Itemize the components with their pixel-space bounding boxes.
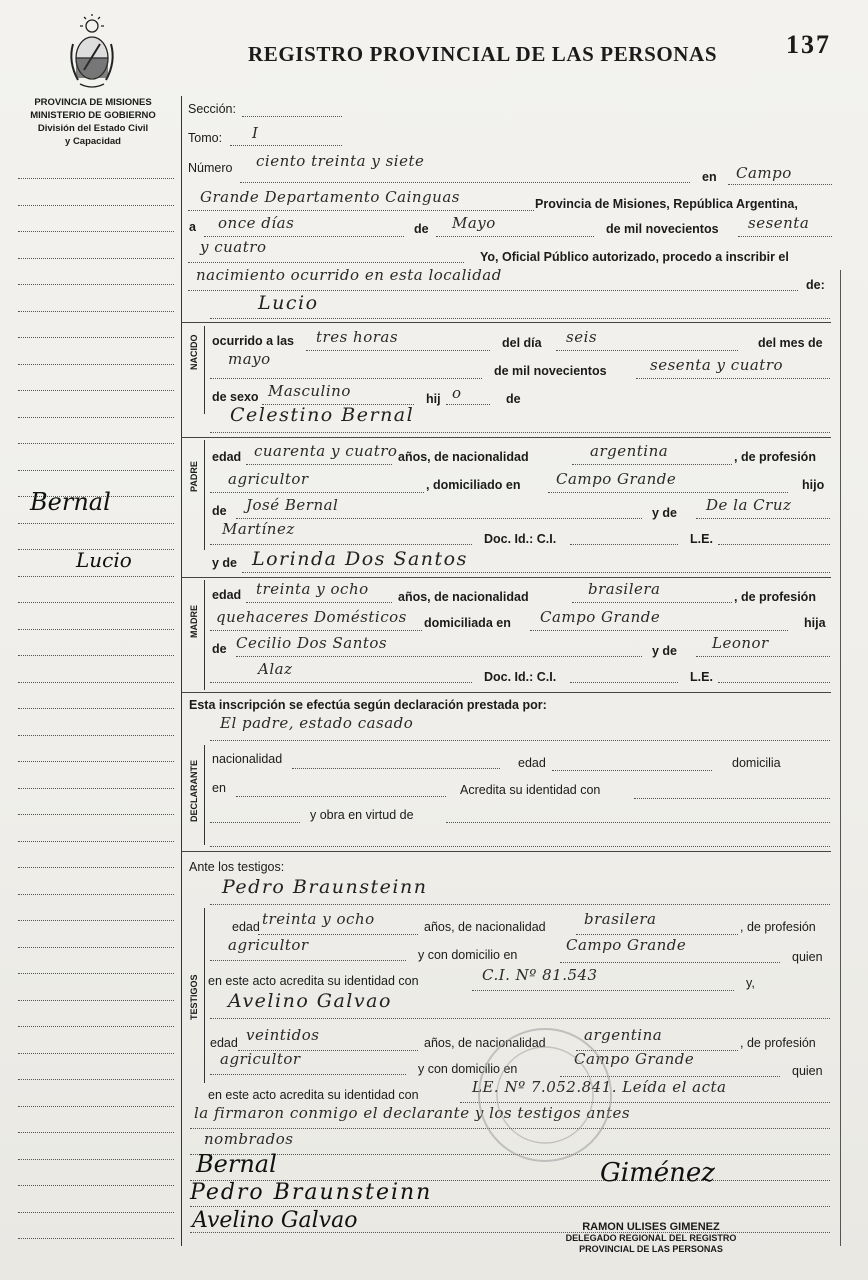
section-label-padre: PADRE <box>189 461 199 492</box>
value-tomo: I <box>252 124 259 142</box>
value-mes-nac: mayo <box>228 350 271 368</box>
field-line <box>446 404 490 405</box>
value-padre-y-de: De la Cruz <box>706 496 792 514</box>
separator <box>181 577 831 578</box>
value-t1-dom: Campo Grande <box>566 936 687 954</box>
field-line <box>696 656 830 657</box>
value-madre-dom: Campo Grande <box>540 608 661 626</box>
value-madre-hija-de: Cecilio Dos Santos <box>236 634 388 652</box>
margin-line <box>18 788 174 789</box>
label-domicilia: domicilia <box>732 756 781 770</box>
field-line <box>572 464 732 465</box>
value-madre-prof: quehaceres Domésticos <box>216 608 407 626</box>
label-de-mil-2: de mil novecientos <box>494 364 607 378</box>
value-madre-y-de2: Alaz <box>258 660 293 678</box>
label-nacionalidad: nacionalidad <box>212 752 283 766</box>
field-line <box>210 1018 830 1019</box>
field-line <box>210 544 472 545</box>
value-hij: o <box>452 384 462 402</box>
margin-line <box>18 814 174 815</box>
division-name: División del Estado Civil <box>37 123 149 134</box>
label-t2-con-dom: y con domicilio en <box>418 1062 518 1076</box>
value-padre-edad: cuarenta y cuatro <box>254 442 398 460</box>
field-line <box>236 656 642 657</box>
label-t1-prof: , de profesión <box>740 920 816 934</box>
field-line <box>210 682 472 683</box>
margin-line <box>18 1185 174 1186</box>
form-right-border <box>840 270 841 1246</box>
field-line <box>636 378 830 379</box>
field-line <box>306 350 490 351</box>
value-dia: once días <box>218 214 295 232</box>
field-line <box>634 798 830 799</box>
margin-line <box>18 841 174 842</box>
value-anio-nac: sesenta y cuatro <box>650 356 784 374</box>
field-line <box>210 740 830 741</box>
label-ante: Ante los testigos: <box>189 860 285 874</box>
margin-note-surname: Bernal <box>30 488 111 516</box>
margin-line <box>18 284 174 285</box>
margin-line <box>18 682 174 683</box>
margin-line <box>18 390 174 391</box>
field-line <box>210 1074 406 1075</box>
margin-line <box>18 1212 174 1213</box>
label-y-de: y de <box>652 506 678 520</box>
field-line <box>210 432 830 433</box>
label-t2-prof: , de profesión <box>740 1036 816 1050</box>
label-t2-edad: edad <box>210 1036 238 1050</box>
field-line <box>210 318 830 319</box>
margin-line <box>18 205 174 206</box>
value-t2-edad: veintidos <box>246 1026 320 1044</box>
padre-bracket <box>204 440 205 550</box>
label-acredita: Acredita su identidad con <box>460 783 601 797</box>
label-tomo: Tomo: <box>188 131 223 145</box>
label-madre-nac: años, de nacionalidad <box>398 590 529 604</box>
margin-line <box>18 947 174 948</box>
value-anio2: y cuatro <box>200 238 267 256</box>
signature-testigo-1: Pedro Braunsteinn <box>190 1180 433 1205</box>
value-lugar: Grande Departamento Cainguas <box>200 188 460 206</box>
label-inscripcion: Esta inscripción se efectúa según declaración prestada por: <box>189 698 547 712</box>
field-line <box>246 602 392 603</box>
label-domiciliado: , domiciliado en <box>426 478 521 492</box>
label-quien: quien <box>792 950 823 964</box>
margin-line <box>18 470 174 471</box>
label-de-colon: de: <box>806 278 825 292</box>
field-line <box>576 934 738 935</box>
document-title: REGISTRO PROVINCIAL DE LAS PERSONAS <box>248 42 718 66</box>
field-line <box>570 544 678 545</box>
label-del-mes: del mes de <box>758 336 823 350</box>
field-line <box>548 492 788 493</box>
margin-line <box>18 1159 174 1160</box>
margin-line <box>18 708 174 709</box>
value-t2-nac: argentina <box>584 1026 663 1044</box>
margin-line <box>18 1026 174 1027</box>
label-hij: hij <box>426 392 441 406</box>
field-line <box>292 768 500 769</box>
field-line <box>570 682 678 683</box>
stamp-office-name: PROVINCIAL DE LAS PERSONAS <box>579 1244 723 1254</box>
margin-line <box>18 443 174 444</box>
section-label-testigos: TESTIGOS <box>189 974 199 1020</box>
value-testigo1: Pedro Braunsteinn <box>222 876 428 898</box>
label-domiciliada: domiciliada en <box>424 616 511 630</box>
margin-line <box>18 178 174 179</box>
value-nacimiento: nacimiento ocurrido en esta localidad <box>196 266 502 284</box>
testigos-bracket <box>204 908 205 1083</box>
margin-line <box>18 1000 174 1001</box>
value-padre: Celestino Bernal <box>230 404 415 426</box>
label-numero: Número <box>188 161 233 175</box>
field-line <box>560 962 780 963</box>
field-line <box>718 544 830 545</box>
field-line <box>246 464 392 465</box>
official-seal-stamp <box>470 1020 620 1170</box>
label-t2-nac: años, de nacionalidad <box>424 1036 546 1050</box>
margin-note-name: Lucio <box>76 548 132 572</box>
margin-line <box>18 973 174 974</box>
margin-line <box>18 1132 174 1133</box>
margin-line <box>18 1106 174 1107</box>
margin-line <box>18 523 174 524</box>
field-line <box>738 236 832 237</box>
signature-declarante: Bernal <box>196 1150 277 1178</box>
field-line <box>696 518 830 519</box>
issuing-office <box>0 96 186 148</box>
stamp-official-name: RAMON ULISES GIMENEZ <box>582 1221 720 1233</box>
label-le-2: L.E. <box>690 670 713 684</box>
margin-line <box>18 894 174 895</box>
form-left-border <box>181 96 182 1246</box>
value-t2-doc: LE. Nº 7.052.841. Leída el acta <box>472 1078 727 1096</box>
field-line <box>190 1206 830 1207</box>
signature-testigo-2: Avelino Galvao <box>192 1208 358 1233</box>
label-en-decl: en <box>212 781 226 795</box>
label-t1-con-dom: y con domicilio en <box>418 948 518 962</box>
label-y-de-madre: y de <box>212 556 238 570</box>
field-line <box>258 934 418 935</box>
value-padre-hijo-de: José Bernal <box>246 496 339 514</box>
declarante-bracket <box>204 745 205 845</box>
field-line <box>242 572 830 573</box>
label-oficial: Yo, Oficial Público autorizado, procedo a inscribir el <box>480 250 789 264</box>
value-padre-y-de2: Martínez <box>222 520 295 538</box>
label-doc-id: Doc. Id.: C.I. <box>484 532 557 546</box>
label-padre-edad: edad <box>212 450 242 464</box>
field-line <box>530 630 788 631</box>
value-t1-doc: C.I. Nº 81.543 <box>482 966 598 984</box>
label-t1-acto: en este acto acredita su identidad con <box>208 974 419 988</box>
label-y: y, <box>746 976 755 990</box>
separator <box>181 692 831 693</box>
value-t1-nac: brasilera <box>584 910 657 928</box>
coat-of-arms-emblem <box>66 14 118 90</box>
label-de-4: de <box>212 642 227 656</box>
value-madre: Lorinda Dos Santos <box>252 548 468 570</box>
label-sexo: de sexo <box>212 390 259 404</box>
margin-line <box>18 735 174 736</box>
label-ocurrido: ocurrido a las <box>212 334 294 348</box>
separator <box>181 851 831 852</box>
margin-line <box>18 629 174 630</box>
margin-line <box>18 1053 174 1054</box>
field-line <box>728 184 832 185</box>
value-padre-prof: agricultor <box>228 470 309 488</box>
label-hija: hija <box>804 616 826 630</box>
field-line <box>188 210 534 211</box>
label-doc-id-2: Doc. Id.: C.I. <box>484 670 557 684</box>
margin-line <box>18 920 174 921</box>
ministry-name: MINISTERIO DE GOBIERNO <box>30 110 156 121</box>
margin-line <box>18 1238 174 1239</box>
field-line <box>210 846 830 847</box>
value-testigo2: Avelino Galvao <box>228 990 392 1012</box>
label-provincia: Provincia de Misiones, República Argentina, <box>535 197 798 211</box>
margin-line <box>18 602 174 603</box>
label-quien-2: quien <box>792 1064 823 1078</box>
label-t1-nac: años, de nacionalidad <box>424 920 546 934</box>
value-t2-prof: agricultor <box>220 1050 301 1068</box>
value-declarante: El padre, estado casado <box>220 714 414 732</box>
margin-line <box>18 655 174 656</box>
label-en: en <box>702 170 717 184</box>
value-t1-edad: treinta y ocho <box>262 910 375 928</box>
label-seccion: Sección: <box>188 102 236 116</box>
value-padre-nac: argentina <box>590 442 669 460</box>
value-madre-y-de: Leonor <box>712 634 769 652</box>
value-padre-dom: Campo Grande <box>556 470 677 488</box>
margin-line <box>18 231 174 232</box>
field-line <box>240 182 690 183</box>
division-name-cont: y Capacidad <box>65 136 121 147</box>
field-line <box>210 630 422 631</box>
field-line <box>236 796 446 797</box>
field-line <box>572 602 732 603</box>
margin-line <box>18 1079 174 1080</box>
value-anio: sesenta <box>748 214 810 232</box>
field-line <box>210 822 300 823</box>
label-t2-acto: en este acto acredita su identidad con <box>208 1088 419 1102</box>
section-label-declarante: DECLARANTE <box>189 760 199 822</box>
margin-line <box>18 258 174 259</box>
nacido-bracket <box>204 326 205 414</box>
official-name-stamp <box>556 1222 746 1255</box>
field-line <box>230 145 342 146</box>
field-line <box>552 770 712 771</box>
madre-bracket <box>204 580 205 690</box>
margin-line <box>18 417 174 418</box>
value-nombre: Lucio <box>258 292 319 314</box>
stamp-official-title: DELEGADO REGIONAL DEL REGISTRO <box>565 1233 737 1243</box>
value-dia-nac: seis <box>566 328 598 346</box>
field-line <box>188 290 798 291</box>
field-line <box>204 236 404 237</box>
field-line <box>210 492 424 493</box>
label-de: de <box>414 222 429 236</box>
field-line <box>446 822 830 823</box>
section-label-nacido: NACIDO <box>189 334 199 370</box>
margin-line <box>18 311 174 312</box>
field-line <box>242 116 342 117</box>
field-line <box>556 350 738 351</box>
label-padre-prof: , de profesión <box>734 450 816 464</box>
value-madre-nac: brasilera <box>588 580 661 598</box>
province-name: PROVINCIA DE MISIONES <box>34 97 152 108</box>
label-de-3: de <box>212 504 227 518</box>
margin-line <box>18 337 174 338</box>
field-line <box>236 518 642 519</box>
label-padre-nac: años, de nacionalidad <box>398 450 529 464</box>
value-cierre-1: la firmaron conmigo el declarante y los testigos antes <box>194 1104 631 1122</box>
section-label-madre: MADRE <box>189 605 199 638</box>
value-mes: Mayo <box>452 214 496 232</box>
field-line <box>472 990 734 991</box>
margin-line <box>18 576 174 577</box>
label-del-dia: del día <box>502 336 542 350</box>
label-a: a <box>189 220 196 234</box>
separator <box>181 322 831 323</box>
label-de-mil: de mil novecientos <box>606 222 719 236</box>
value-hora: tres horas <box>316 328 399 346</box>
signature-official: Giménez <box>600 1158 715 1188</box>
value-cierre-2: nombrados <box>204 1130 294 1148</box>
value-sexo: Masculino <box>268 382 351 400</box>
field-line <box>188 262 464 263</box>
field-line <box>718 682 830 683</box>
label-obra: y obra en virtud de <box>310 808 414 822</box>
value-madre-edad: treinta y ocho <box>256 580 369 598</box>
label-y-de-2: y de <box>652 644 678 658</box>
label-le: L.E. <box>690 532 713 546</box>
value-en: Campo <box>736 164 792 182</box>
margin-line <box>18 761 174 762</box>
value-numero: ciento treinta y siete <box>256 152 425 170</box>
label-de-2: de <box>506 392 521 406</box>
label-hijo: hijo <box>802 478 825 492</box>
margin-line <box>18 364 174 365</box>
label-madre-prof: , de profesión <box>734 590 816 604</box>
field-line <box>210 378 482 379</box>
separator <box>181 437 831 438</box>
value-t2-dom: Campo Grande <box>574 1050 695 1068</box>
label-madre-edad: edad <box>212 588 242 602</box>
label-edad-decl: edad <box>518 756 546 770</box>
label-t1-edad: edad <box>232 920 260 934</box>
margin-line <box>18 867 174 868</box>
value-t1-prof: agricultor <box>228 936 309 954</box>
field-line <box>436 236 594 237</box>
field-line <box>210 904 830 905</box>
field-line <box>210 960 406 961</box>
page-number: 137 <box>786 30 831 59</box>
